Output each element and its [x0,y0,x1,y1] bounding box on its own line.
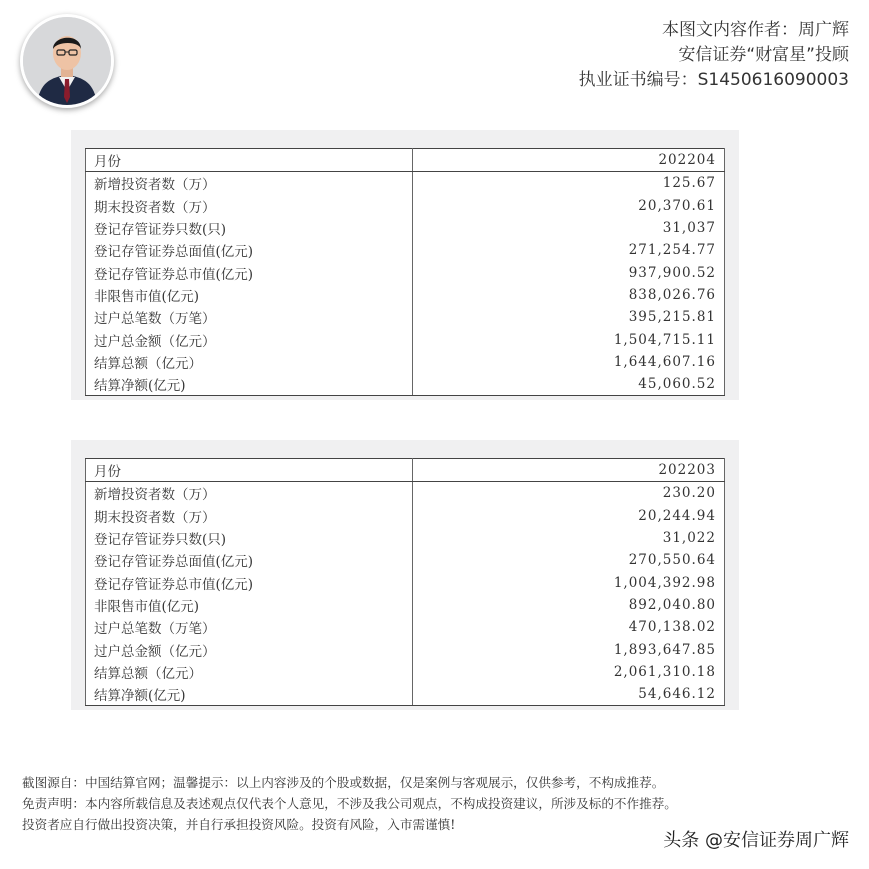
stats-table-202203 [85,458,725,706]
row-label: 非限售市值(亿元) [86,594,413,616]
row-value: 2,061,310.18 [413,661,725,683]
table-row [86,195,725,217]
author-avatar [20,14,114,108]
row-value: 838,026.76 [413,284,725,306]
row-value: 271,254.77 [413,239,725,261]
table-row [86,527,725,549]
table-row [86,373,725,396]
row-label: 结算净额(亿元) [86,373,413,396]
table-row [86,549,725,571]
row-label: 过户总笔数（万笔） [86,306,413,328]
table-row [86,217,725,239]
row-label: 登记存管证券总市值(亿元) [86,261,413,283]
watermark: 头条 @安信证券周广辉 [663,830,849,851]
header-label: 月份 [86,459,413,482]
author-line: 本图文内容作者：周广辉 [662,20,849,40]
header-month: 202203 [413,459,725,482]
row-label: 登记存管证券只数(只) [86,527,413,549]
stats-table-202203-card [71,440,739,710]
row-value: 1,504,715.11 [413,328,725,350]
row-value: 1,004,392.98 [413,571,725,593]
header-label: 月份 [86,149,413,172]
table-row [86,505,725,527]
table-row [86,616,725,638]
table-row [86,482,725,505]
table-row [86,172,725,195]
row-label: 登记存管证券总面值(亿元) [86,239,413,261]
table-row [86,306,725,328]
cert-line: 执业证书编号：S1450616090003 [578,70,849,90]
row-label: 过户总金额（亿元） [86,638,413,660]
row-label: 过户总金额（亿元） [86,328,413,350]
table-row [86,571,725,593]
row-value: 470,138.02 [413,616,725,638]
stats-table-202204-card [71,130,739,400]
table-row [86,328,725,350]
row-value: 892,040.80 [413,594,725,616]
row-value: 45,060.52 [413,373,725,396]
stats-table-202204 [85,148,725,396]
table-header-row [86,459,725,482]
row-value: 20,370.61 [413,195,725,217]
row-value: 20,244.94 [413,505,725,527]
table-row [86,661,725,683]
row-label: 登记存管证券总面值(亿元) [86,549,413,571]
row-value: 1,893,647.85 [413,638,725,660]
disclaimer-line-statement: 免责声明：本内容所载信息及表述观点仅代表个人意见，不涉及我公司观点，不构成投资建议，所涉及标的不作推荐。 [22,796,677,811]
row-label: 登记存管证券总市值(亿元) [86,571,413,593]
table-header-row [86,149,725,172]
row-value: 31,022 [413,527,725,549]
table-row [86,261,725,283]
row-label: 过户总笔数（万笔） [86,616,413,638]
header-month: 202204 [413,149,725,172]
table-row [86,638,725,660]
table-row [86,351,725,373]
row-label: 结算总额（亿元） [86,661,413,683]
row-value: 937,900.52 [413,261,725,283]
disclaimer-line-source: 截图源自：中国结算官网；温馨提示：以上内容涉及的个股或数据，仅是案例与客观展示，仅供参考，不构成推荐。 [22,775,665,790]
row-label: 期末投资者数（万） [86,195,413,217]
row-value: 31,037 [413,217,725,239]
table-row [86,683,725,706]
row-value: 395,215.81 [413,306,725,328]
row-value: 54,646.12 [413,683,725,706]
row-label: 结算总额（亿元） [86,351,413,373]
row-value: 230.20 [413,482,725,505]
role-line: 安信证券“财富星”投顾 [678,45,849,65]
row-label: 登记存管证券只数(只) [86,217,413,239]
row-value: 1,644,607.16 [413,351,725,373]
row-value: 125.67 [413,172,725,195]
author-info [579,18,849,93]
row-label: 结算净额(亿元) [86,683,413,706]
author-photo [23,17,111,105]
table-row [86,284,725,306]
disclaimer-line-risk: 投资者应自行做出投资决策，并自行承担投资风险。投资有风险，入市需谨慎! [22,817,456,832]
row-label: 期末投资者数（万） [86,505,413,527]
row-label: 新增投资者数（万） [86,482,413,505]
table-row [86,239,725,261]
table-row [86,594,725,616]
row-value: 270,550.64 [413,549,725,571]
row-label: 新增投资者数（万） [86,172,413,195]
row-label: 非限售市值(亿元) [86,284,413,306]
